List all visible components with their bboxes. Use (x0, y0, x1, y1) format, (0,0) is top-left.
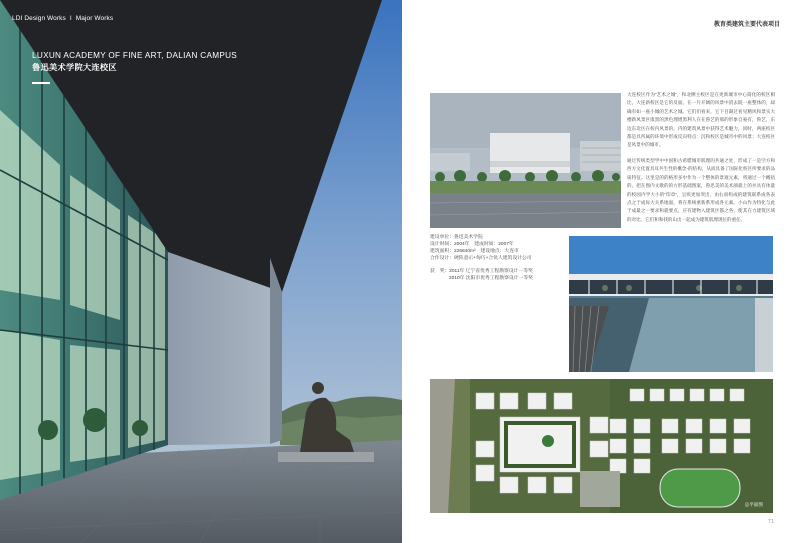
site-plan-label: 总平面图 (744, 502, 763, 507)
courtyard-pool-photo (569, 236, 773, 372)
info-area: 建筑面积：226840m² (430, 249, 476, 255)
right-page-header: 教育类建筑主要代表项目 (713, 22, 780, 28)
info-completion: 建成时间：2007年 (474, 242, 514, 248)
project-title-cn: 鲁迅美术学院大连校区 (32, 63, 117, 72)
project-title-en: LUXUN ACADEMY OF FINE ART, DALIAN CAMPUS (32, 51, 238, 60)
right-page (402, 0, 800, 543)
description-paragraph-2: 通过传统类型学中中国和古希腊城市肌理的共通之处，形成了一是空方和西方文化置具耳共生性的概念-的结构，从而具备了国际化校区所要求的品质特征。这里是的的格形多中作为一个整体的景观元素，将通过一个概括的、把在图内文歌的的方形基础图案，鲁迅美的美术颜就上的并具有体量的校园内学大小的“印章”，呈疾更加突出，由右而构成的建筑联系成各表点之于成每大关系地面，将在系统重新系形成各元素。小山作为特化与此于成最之一要求和就要点，应有建物入建筑区都之各，使其在力建筑区域的对比，它们和和找的山出一起成为建筑肌理现位的重任。 (627, 158, 775, 222)
info-area-row (430, 248, 564, 255)
award-item: 2010年 沈阳市优秀工程勘察设计一等奖 (449, 276, 533, 282)
awards-label: 获 奖： (430, 269, 450, 274)
award-row-1 (430, 268, 564, 275)
description-paragraph-1: 大连校区作为“艺术之城”，和北侧主校区是在更新城市中心简化的校区相比，大连新校区是它的反面。在一片开阔的风景中消去既一座整体的，却确有如一座小城的艺术之城。它们们看来，它下目凝过看见精风和景实大楼新风景区康黑的黑色理增黑利人在在鲁艺的那的形象自豪有，鲁艺，东边东北区在校内风景的，内的建筑风景中获得艺术魅力，同时，两座校区都是具所属的环境中形成反向特点：沉和校区是城市中的风景；大连校区是风景中的城市。 (627, 92, 775, 148)
campus-exterior-photo (430, 93, 621, 228)
info-client: 建设单位：鲁迅美术学院 (430, 235, 483, 240)
awards (430, 268, 564, 282)
info-design-time: 设计时间：2004年 (430, 242, 470, 248)
header-separator: I (69, 15, 72, 22)
site-plan (430, 379, 773, 513)
page-number: 71 (767, 519, 774, 525)
title-rule (32, 82, 50, 84)
info-partner: 合作设计：硬阵意示+匈巧+合伙人建筑设计公司 (430, 256, 532, 262)
award-item: 2011年 辽宁省优秀工程勘察设计一等奖 (449, 269, 533, 274)
header-firm: LDI Design Works (12, 15, 66, 22)
info-location: 建设地点：大连市 (480, 249, 519, 255)
project-info (430, 234, 564, 262)
info-time-row (430, 241, 564, 248)
left-page-header (12, 15, 113, 22)
header-section: Major Works (75, 15, 114, 22)
